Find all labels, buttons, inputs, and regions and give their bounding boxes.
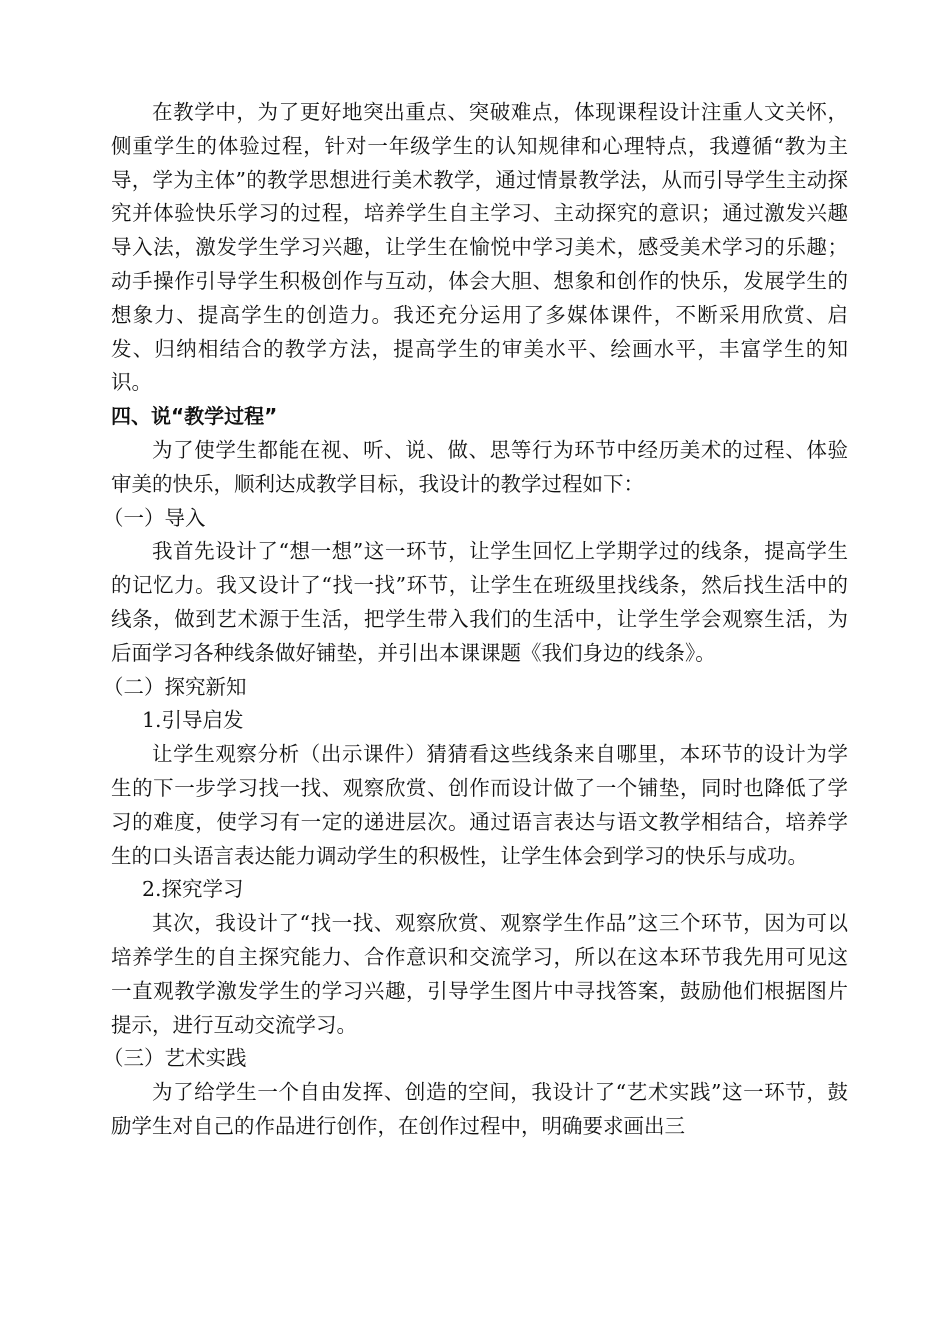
document-page	[103, 96, 848, 1144]
subheading-inquiry-learning: 2.探究学习	[142, 877, 244, 902]
section-heading-teaching-process: 四、说“教学过程”	[111, 404, 278, 429]
paragraph-guidance: 让学生观察分析（出示课件）猜猜看这些线条来自哪里，本环节的设计为学生的下一步学习找一找、观察欣赏、创作而设计做了一个铺垫，同时也降低了学习的难度，使学习有一定的递进层次。通过语言表达与语文教学相结合，培养学生的口头语言表达能力调动学生的积极性，让学生体会到学习的快乐与成功。	[111, 742, 848, 868]
paragraph-inquiry-learning: 其次，我设计了“找一找、观察欣赏、观察学生作品”这三个环节，因为可以培养学生的自主探究能力、合作意识和交流学习，所以在这本环节我先用可见这一直观教学激发学生的学习兴趣，引导学生图片中寻找答案，鼓励他们根据图片提示，进行互动交流学习。	[111, 911, 848, 1037]
paragraph-teaching-methods: 在教学中，为了更好地突出重点、突破难点，体现课程设计注重人文关怀，侧重学生的体验过程，针对一年级学生的认知规律和心理特点，我遵循“教为主导，学为主体”的教学思想进行美术教学，通过情景教学法，从而引导学生主动探究并体验快乐学习的过程，培养学生自主学习、主动探究的意识；通过激发兴趣导入法，激发学生学习兴趣，让学生在愉悦中学习美术，感受美术学习的乐趣；动手操作引导学生积极创作与互动，体会大胆、想象和创作的快乐，发展学生的想象力、提高学生的创造力。我还充分运用了多媒体课件，不断采用欣赏、启发、归纳相结合的教学方法，提高学生的审美水平、绘画水平，丰富学生的知识。	[111, 100, 848, 395]
subheading-introduction: （一）导入	[103, 505, 206, 530]
subheading-art-practice: （三）艺术实践	[103, 1046, 247, 1071]
paragraph-art-practice: 为了给学生一个自由发挥、创造的空间，我设计了“艺术实践”这一环节，鼓励学生对自己的作品进行创作，在创作过程中，明确要求画出三	[111, 1080, 848, 1138]
subheading-explore-new-knowledge: （二）探究新知	[103, 674, 247, 699]
subheading-guidance: 1.引导启发	[142, 708, 244, 733]
paragraph-process-intro: 为了使学生都能在视、听、说、做、思等行为环节中经历美术的过程、体验审美的快乐，顺利达成教学目标，我设计的教学过程如下：	[111, 437, 848, 496]
paragraph-introduction: 我首先设计了“想一想”这一环节，让学生回忆上学期学过的线条，提高学生的记忆力。我又设计了“找一找”环节，让学生在班级里找线条，然后找生活中的线条，做到艺术源于生活，把学生带入我们的生活中，让学生学会观察生活，为后面学习各种线条做好铺垫，并引出本课课题《我们身边的线条》。	[111, 539, 848, 665]
